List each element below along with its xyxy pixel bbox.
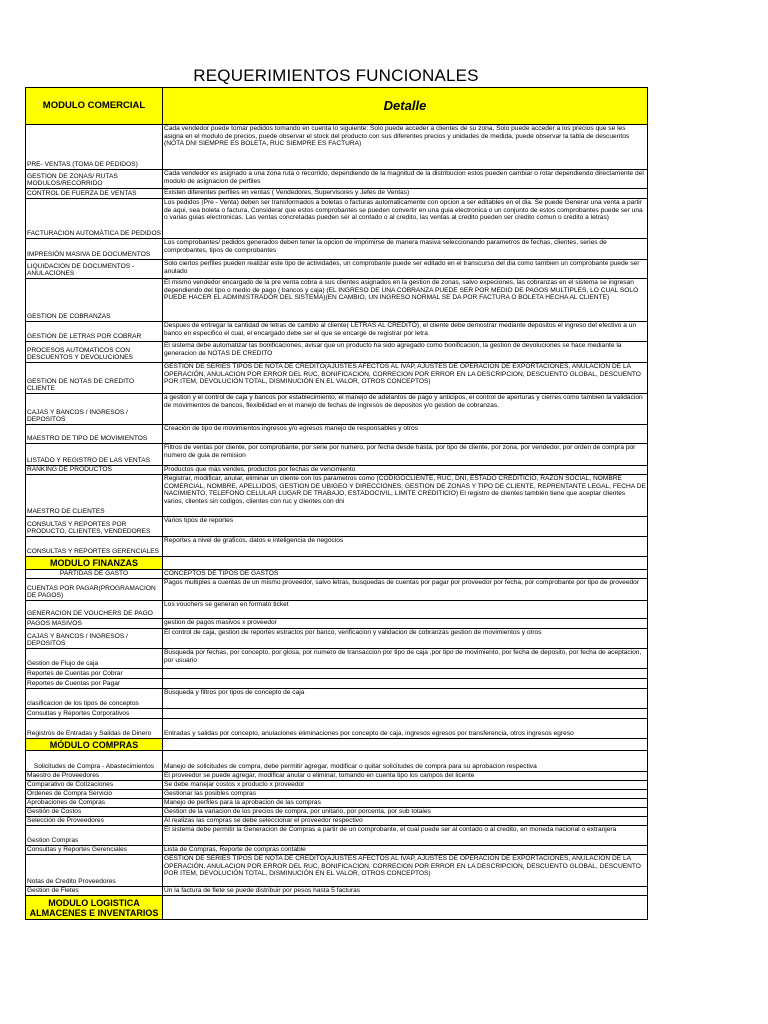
table-row — [26, 679, 648, 689]
detail-cell: Se debe manejar costos x producto x proveedor — [163, 781, 648, 790]
detail-cell: Reportes a nivel de graficos, datos e inteligencia de negocios — [163, 537, 648, 557]
table-row — [26, 425, 648, 444]
module-cell: GESTION DE ZONAS/ RUTAS MODULOS/RECORRIDO — [26, 170, 163, 189]
detalle-header: Detalle — [163, 88, 648, 125]
detail-cell: Pagos multiples a cuentas de un mismo proveedor, salvo letras, busquedas de cuentas por pagar por proveedor por fecha, por comprobante por tipo de proveedor — [163, 579, 648, 601]
module-cell: RANKING DE PRODUCTOS — [26, 466, 163, 475]
detail-cell: Manejo de perfiles para la aprobacion de las compras — [163, 799, 648, 808]
table-row — [26, 719, 648, 739]
module-cell: LIQUIDACION DE DOCUMENTOS - ANULACIONES — [26, 260, 163, 279]
detail-cell: Existen diferentes perfiles en ventas ( Vendedores, Supervisores y Jefes de Ventas) — [163, 189, 648, 199]
table-row — [26, 125, 648, 170]
module-cell: IMPRESIÓN MASIVA DE DOCUMENTOS — [26, 239, 163, 260]
table-row — [26, 808, 648, 817]
detail-cell: Cada vendedor es asignado a una zona ruta o recorrido, dependiendo de la magnitud de la distribucion estos pueden cambiar o rotar dependiendo directamente del modulo de asignacion de perfiles — [163, 170, 648, 189]
module-cell: GESTION DE NOTAS DE CREDITO CLIENTE — [26, 363, 163, 394]
detail-cell: Despues de entregar la cantidad de letras de cambio al cliente( LETRAS AL CREDITO), el cliente debe demostrar mediante depositos el ingreso del efectivo a un banco en especifico el cual, el encargado debe ser el que se encarge de registrar por letra — [163, 322, 648, 342]
page-title: REQUERIMIENTOS FUNCIONALES — [193, 66, 479, 85]
module-cell: Notas de Credito Proveedores — [26, 855, 163, 887]
table-row — [26, 579, 648, 601]
table-row — [26, 772, 648, 781]
table-row — [26, 363, 648, 394]
table-row — [26, 260, 648, 279]
table-row — [26, 394, 648, 425]
header-row — [26, 88, 648, 125]
detail-cell: Varios tipos de reportes — [163, 517, 648, 537]
module-cell: Solicitudes de Compra - Abastecimientos — [26, 751, 163, 772]
table-row — [26, 279, 648, 322]
detail-cell: Productos que más vendes, productos por fechas de vencimiento — [163, 466, 648, 475]
table-row — [26, 199, 648, 239]
module-cell: GESTION DE COBRANZAS — [26, 279, 163, 322]
table-row — [26, 322, 648, 342]
detail-cell: Busqueda por fechas, por concepto, por glosa, por numero de transaccion por tipo de caja ,por tipo de movimiento, por fecha de deposito, por fecha de aceptacion, por usuario — [163, 649, 648, 669]
detail-cell: Registrar, modificar, anular, eliminar un cliente con los parametros como (CODIGOCLIENTE, RUC, DNI, ESTADO CREDITICIO, RAZON SOCIAL, NOMBRE COMERCIAL, NOMBRE, APELLIDOS, GESTION DE UBIGEO Y DIRECCIONES, GESTION DE ZONAS Y TIPO DE CLIENTE, REPRENTANTE LEGAL, FECHA DE NACIMIENTO, TELEFONO CELULAR LUGAR DE TRABAJO, ESTADOCIVIL, LIMITE CREDITICIO) El registro de clientes también tiene que aceptar clientes varios, clientes sin codigos, clientes con ruc y clientes con dni — [163, 475, 648, 517]
module-cell: Gestion Compras — [26, 826, 163, 846]
detail-cell: Busqueda y filtros por tipos de concepto de caja — [163, 689, 648, 709]
section-title-finanzas: MODULO FINANZAS — [26, 557, 163, 570]
module-cell: Gestion de Flujo de caja — [26, 649, 163, 669]
module-cell: Gestion de Fletes — [26, 887, 163, 896]
module-cell: FACTURACION AUTOMÁTICA DE PEDIDOS — [26, 199, 163, 239]
detail-cell: Manejo de solicitudes de compra, debe permitir agregar, modificar o quitar solicitudes de compra para su aprobacion respectiva — [163, 751, 648, 772]
detail-cell: Un la factura de flete se puede distribuir por pesos hasta 5 facturas — [163, 887, 648, 896]
detail-cell: El sistema debe permitir la Generacion de Compras a partir de un comprobante, el cual puede ser al contado o al credito, en moneda nacional o extranjera — [163, 826, 648, 846]
section-row-finanzas — [26, 557, 648, 570]
module-cell: PARTIDAS DE GASTO — [26, 570, 163, 579]
module-cell: Comparativo de Cotizaciones — [26, 781, 163, 790]
table-row — [26, 751, 648, 772]
section-title-compras: MÓDULO COMPRAS — [26, 739, 163, 751]
module-cell: CONSULTAS Y REPORTES GERENCIALES — [26, 537, 163, 557]
detail-cell: Entradas y salidas por concepto, anulaciones eliminaciones por concepto de caja, ingresos egresos por transferencia, otros ingresos egreso — [163, 719, 648, 739]
detail-cell: Creación de tipo de movimientos ingresos y/o egresos manejo de responsables y otros — [163, 425, 648, 444]
module-cell: Ordenes de Compra Servicio — [26, 790, 163, 799]
detail-cell: Filtros de ventas por cliente, por comprobante, por serie por numero, por fecha desde hasta, por tipo de cliente, por zona, por vendedor, por orden de compra por numero de guia de remision — [163, 444, 648, 466]
module-cell: Registros de Entradas y Salidas de Dinero — [26, 719, 163, 739]
detail-cell: Cada vendedor puede tomar pedidos tomando en cuenta lo siguiente: Solo puede acceder a clientes de su zona, Solo puede acceder a los precios que se les asigna en el modulo de precios, puede observar el stock del producto con sus diferentes precios y unidades de medida, puede observar la tabla de descuentos (NOTA DNI SIEMPRE ES BOLETA, RUC SIEMPRE ES FACTURA) — [163, 125, 648, 170]
detail-cell: Los vouchers se generan en formato ticket — [163, 601, 648, 619]
module-cell: Reportes de Cuentas por Pagar — [26, 679, 163, 689]
module-cell: MAESTRO DE CLIENTES — [26, 475, 163, 517]
table-row — [26, 517, 648, 537]
detail-cell: Los pedidos (Pre - Venta) deben ser transformados a boletas o facturas automaticamente con opcion a ser editables en el dia. Se puede Generar una venta a partir de aqui, sea boleta o factura, Considerar que estos comprobantes se pueden convertir en una guia electronica o un conjunto de estos comprobantes puede ser una o varias guias electronicas. Las ventas concretadas pueden ser al contado o al credito, las ventas al credito pueden ser credito comun o credito a letras) — [163, 199, 648, 239]
detail-cell: El proveedor se puede agregar, modificar anular o eliminar, tomando en cuenta tipo los campos del licente — [163, 772, 648, 781]
table-row — [26, 781, 648, 790]
section-row-compras — [26, 739, 648, 751]
detail-cell: Solo ciertos perfiles pueden realizar este tipo de actividades, un comprobante puede ser editado en el transcurso del dia como tambien un comprobante puede ser anulado — [163, 260, 648, 279]
detail-cell: a gestion y el control de caja y bancos por establecimiento, el manejo de adelantos de pago y anticipos, el control de aperturas y cierres como tambien la validacion de movimientos de bancos, flexibilidad en el manejo de fechas de ingresos de depositos y/o gestion de cobranzas. — [163, 394, 648, 425]
table-row — [26, 342, 648, 363]
table-row — [26, 629, 648, 649]
table-row — [26, 846, 648, 855]
table-row — [26, 170, 648, 189]
table-row — [26, 817, 648, 826]
detail-cell: El sistema debe automatizar las bonificaciones, avisar que un producto ha sido agregado como bonificacion, la gestion de devoluciones se hace mediante la generacion de NOTAS DE CREDITO — [163, 342, 648, 363]
table-row — [26, 444, 648, 466]
module-cell: Selección de Proveedores — [26, 817, 163, 826]
requirements-table — [25, 87, 648, 920]
detail-cell: Gestion de la variacion de los precios de compra, por unitario, por porcenta, por sub totales — [163, 808, 648, 817]
section-empty-cell — [163, 739, 648, 751]
detail-cell — [163, 669, 648, 679]
table-row — [26, 601, 648, 619]
table-row — [26, 537, 648, 557]
module-cell: PROCESOS AUTOMATICOS CON DESCUENTOS Y DEVOLUCIONES — [26, 342, 163, 363]
module-cell: CAJAS Y BANCOS / INGRESOS / DEPOSITOS — [26, 629, 163, 649]
table-row — [26, 619, 648, 629]
module-cell: Consultas y Reportes Gerenciales — [26, 846, 163, 855]
table-row — [26, 649, 648, 669]
detail-cell: GESTION DE SERIES TIPOS DE NOTA DE CREDITO(AJUSTES AFECTOS AL IVAP, AJUSTES DE OPERACIÓN DE EXPORTACIONES, ANULACIÓN DE LA OPERACIÓN, ANULACION POR ERROR DEL RUC, BONIFICACION, CORRECION POR ERROR EN LA DESCRIPCION, DESCUENTO GLOBAL, DESCUENTO POR ITEM, DEVOLUCIÓN TOTAL, DISMINUCIÓN EN EL VALOR, OTROS CONCEPTOS) — [163, 363, 648, 394]
module-cell: CAJAS Y BANCOS / INGRESOS / DEPOSITOS — [26, 394, 163, 425]
module-cell: PRE- VENTAS (TOMA DE PEDIDOS) — [26, 125, 163, 170]
table-row — [26, 887, 648, 896]
detail-cell: El mismo vendedor encargado de la pre venta cobra a sus clientes asignados en la gestion de zonas, salvo expeciones, las cobranzas en el sistema se ingresan dependiendo del tipo o medio de pago ( bancos y caja) (EL INGRESO DE UNA COBRANZA PUEDE SER POR MEDIO DE PAGOS MULTIPLES, LO CUAL SOLO PUEDE HACER EL ADMINISTRADOR DEL SISTEMA)(EN CAMBIO, UN INGRESO NORMAL SE DA POR FACTURA O BOLETA HECHA AL CLIENTE) — [163, 279, 648, 322]
module-cell: Gestión de Costos — [26, 808, 163, 817]
detail-cell: Al realizas las compras se debe seleccionar el proveedor respectivo — [163, 817, 648, 826]
module-cell: Consultas y Reportes Corporativos — [26, 709, 163, 719]
module-cell: Reportes de Cuentas por Cobrar — [26, 669, 163, 679]
table-row — [26, 669, 648, 679]
section-empty-cell — [163, 896, 648, 920]
detail-cell: Los comprobantes/ pedidos generados deben tener la opcion de imprimirse de manera masiva seleccionando parametros de fechas, clientes, series de comprobantes, tipos de comprobantes — [163, 239, 648, 260]
section-row-logistica — [26, 896, 648, 920]
table-row — [26, 790, 648, 799]
table-row — [26, 475, 648, 517]
detail-cell: Gestionar las posibles compras — [163, 790, 648, 799]
detail-cell — [163, 709, 648, 719]
module-cell: LISTADO Y REGISTRO DE LAS VENTAS — [26, 444, 163, 466]
module-cell: clasificacion de los tipos de conceptos — [26, 689, 163, 709]
table-row — [26, 189, 648, 199]
detail-cell — [163, 679, 648, 689]
table-row — [26, 689, 648, 709]
detail-cell: CONCEPTOS DE TIPOS DE GASTOS — [163, 570, 648, 579]
table-row — [26, 466, 648, 475]
section-title-logistica: MODULO LOGISTICA ALMACENES E INVENTARIOS — [26, 896, 163, 920]
detail-cell: GESTION DE SERIES TIPOS DE NOTA DE CREDITO(AJUSTES AFECTOS AL IVAP, AJUSTES DE OPERACIÓN DE EXPORTACIONES, ANULACIÓN DE LA OPERACIÓN, ANULACION POR ERROR DEL RUC, BONIFICACION, CORRECION POR ERROR EN LA DESCRIPCION, DESCUENTO GLOBAL, DESCUENTO POR ITEM, DEVOLUCIÓN TOTAL, DISMINUCIÓN EN EL VALOR, OTROS CONCEPTOS) — [163, 855, 648, 887]
table-row — [26, 855, 648, 887]
module-cell: CONSULTAS Y REPORTES POR PRODUCTO, CLIENTES, VENDEDORES — [26, 517, 163, 537]
table-row — [26, 799, 648, 808]
table-row — [26, 239, 648, 260]
module-cell: GESTION DE LETRAS POR COBRAR — [26, 322, 163, 342]
module-cell: Aprobaciones de Compras — [26, 799, 163, 808]
module-cell: Maestro de Proveedores — [26, 772, 163, 781]
table-row — [26, 826, 648, 846]
detail-cell: Lista de Compras, Reporte de compras contable — [163, 846, 648, 855]
module-cell: GENERACION DE VOUCHERS DE PAGO — [26, 601, 163, 619]
module-cell: CUENTAS POR PAGAR(PROGRAMACION DE PAGOS) — [26, 579, 163, 601]
module-cell: MAESTRO DE TIPO DE MOVIMIENTOS — [26, 425, 163, 444]
table-row — [26, 709, 648, 719]
detail-cell: El control de caja, gestion de reportes estractos por banco, verificacion y validacion de cobranzas gestion de movimientos y otros — [163, 629, 648, 649]
table-row — [26, 570, 648, 579]
detail-cell: gestion de pagos masivos x proveedor — [163, 619, 648, 629]
module-cell: CONTROL DE FUERZA DE VENTAS — [26, 189, 163, 199]
modulo-header: MODULO COMERCIAL — [26, 88, 163, 125]
module-cell: PAGOS MASIVOS — [26, 619, 163, 629]
section-empty-cell — [163, 557, 648, 570]
